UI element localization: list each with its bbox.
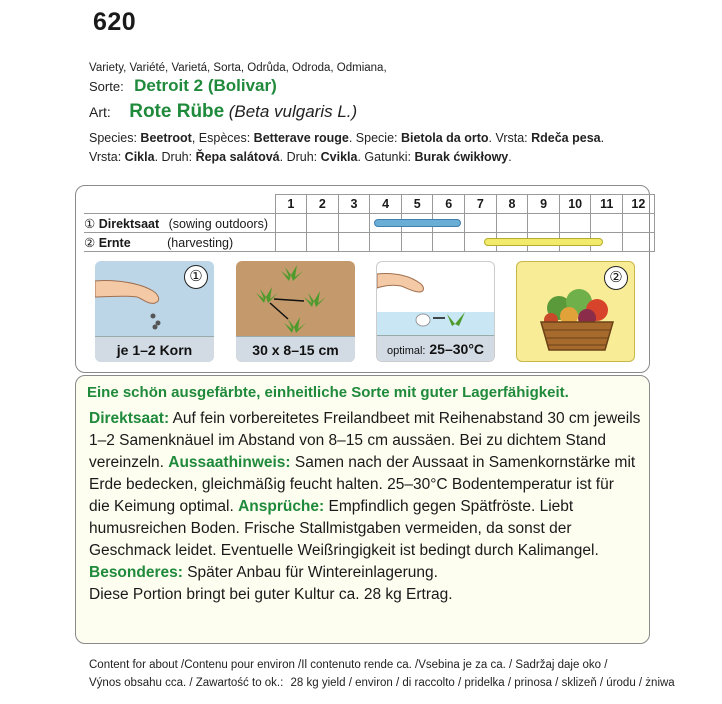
tile-harvest [516, 261, 635, 362]
row-marker-2: ② [84, 235, 96, 250]
description-line [89, 584, 644, 606]
description-line [89, 562, 644, 584]
tile-sowing-seeds [95, 261, 214, 362]
variety-languages: Variety, Variété, Varietá, Sorta, Odrůda, Odroda, Odmiana, [89, 62, 387, 74]
species-2-label-4: . [508, 150, 512, 164]
footer-yield-value: 28 kg yield [290, 677, 346, 689]
species-1-value-3: Rdeča pesa [531, 131, 601, 145]
sowing-period-bar [374, 219, 461, 227]
species-1-label-4: . [600, 131, 605, 145]
description-text: Auf fein vorbereitetes Freilandbeet mit Reihenabstand 30 cm jeweils [169, 410, 641, 427]
description-text: Geschmack leidet. Eventuelle Weißringigkeit ist bedingt durch Kalimangel. [89, 542, 599, 559]
month-3: 3 [338, 195, 370, 214]
description-line [89, 518, 644, 540]
species-1-label-0: Species: [89, 131, 141, 145]
footer-yield-suffix: / environ / di raccolto / pridelka / prinosa / sklizeň / úrodu / żniwa [348, 677, 675, 689]
description-heading: Ansprüche: [238, 498, 325, 515]
species-1-label-1: , Espèces: [191, 131, 254, 145]
description-line [89, 452, 644, 474]
sorte-value: Detroit 2 (Bolivar) [134, 76, 277, 95]
month-1: 1 [275, 195, 307, 214]
month-11: 11 [591, 195, 623, 214]
step-badge-2: ② [604, 266, 628, 290]
month-10: 10 [559, 195, 591, 214]
species-2-value-2: Cvikla [320, 150, 358, 164]
footer-content-line: Content for about /Contenu pour environ /Il contenuto rende ca. /Vsebina je za ca. / Sadržaj daje oko / [89, 659, 608, 671]
species-1-value-0: Beetroot [140, 131, 192, 145]
species-1-value-1: Betterave rouge [253, 131, 349, 145]
description-text: Diese Portion bringt bei guter Kultur ca. 28 kg Ertrag. [89, 586, 453, 603]
sorte-label: Sorte: [89, 79, 124, 94]
species-line-1 [89, 131, 604, 145]
species-1-label-2: . Specie: [348, 131, 401, 145]
species-2-value-3: Burak ćwikłowy [414, 150, 509, 164]
caption-temperature-value: 25–30°C [429, 341, 485, 357]
description-text: 1–2 Samenknäuel im Abstand von 8–15 cm aussäen. Bei zu dichtem Stand [89, 432, 606, 449]
row-name-ernte: Ernte [98, 235, 131, 250]
spacing-seedlings-icon [236, 261, 355, 337]
month-4: 4 [370, 195, 402, 214]
description-line [89, 540, 644, 562]
species-2-value-1: Řepa salátová [195, 150, 280, 164]
month-12: 12 [623, 195, 655, 214]
footer-yield-line [89, 677, 675, 689]
tile-germination-temp [376, 261, 495, 362]
description-text: Später Anbau für Wintereinlagerung. [182, 564, 438, 581]
month-8: 8 [496, 195, 528, 214]
month-9: 9 [528, 195, 560, 214]
description-line [89, 430, 644, 452]
description-line [89, 474, 644, 496]
description-heading: Direktsaat: [89, 410, 170, 427]
germination-icon [377, 262, 495, 338]
species-1-value-2: Bietola da orto [400, 131, 489, 145]
tile-caption-temperature [377, 335, 494, 361]
month-7: 7 [465, 195, 497, 214]
description-body [89, 408, 644, 606]
description-text: Empfindlich gegen Spätfröste. Liebt [324, 498, 574, 515]
footer-yield-prefix: Výnos obsahu cca. / Zawartość to ok.: [89, 677, 284, 689]
month-5: 5 [401, 195, 433, 214]
description-text: die Keimung optimal. [89, 498, 239, 515]
row-marker-1: ① [84, 216, 96, 231]
description-heading: Aussaathinweis: [168, 454, 291, 471]
step-badge-1: ① [184, 265, 208, 289]
description-line [89, 496, 644, 518]
description-text: vereinzeln. [89, 454, 169, 471]
row-name-direktsaat: Direktsaat [98, 216, 160, 231]
month-6: 6 [433, 195, 465, 214]
harvest-period-bar [484, 238, 602, 246]
species-2-value-0: Cikla [124, 150, 155, 164]
tile-caption-seeds: je 1–2 Korn [95, 336, 214, 362]
description-text: humusreichen Boden. Frische Stallmistgaben vermeiden, da sonst der [89, 520, 572, 537]
species-2-label-3: . Gatunki: [357, 150, 415, 164]
tile-caption-spacing: 30 x 8–15 cm [236, 336, 355, 362]
species-2-label-2: . Druh: [279, 150, 321, 164]
art-row [89, 101, 357, 123]
caption-optimal-label: optimal: [386, 345, 426, 357]
month-2: 2 [307, 195, 339, 214]
tile-spacing [236, 261, 355, 362]
species-1-label-3: . Vrsta: [488, 131, 532, 145]
description-line [89, 408, 644, 430]
row-translation-sowing: (sowing outdoors) [168, 216, 268, 231]
calendar-header-row [84, 195, 654, 214]
description-text: Erde bedecken, gleichmäßig feucht halten. 25–30°C Bodentemperatur ist für [89, 476, 614, 493]
product-number: 620 [93, 8, 137, 36]
description-headline: Eine schön ausgefärbte, einheitliche Sorte mit guter Lagerfähigkeit. [87, 384, 569, 401]
sorte-row [89, 76, 277, 96]
species-2-label-0: Vrsta: [89, 150, 125, 164]
description-heading: Besonderes: [89, 564, 183, 581]
description-text: Samen nach der Aussaat in Samenkornstärke mit [290, 454, 636, 471]
calendar-row-direktsaat [84, 214, 654, 233]
species-line-2 [89, 150, 512, 164]
art-latin: (Beta vulgaris L.) [228, 102, 358, 121]
row-translation-harvesting: (harvesting) [167, 235, 234, 250]
art-label: Art: [89, 104, 111, 120]
art-value: Rote Rübe [129, 101, 225, 122]
species-2-label-1: . Druh: [154, 150, 196, 164]
